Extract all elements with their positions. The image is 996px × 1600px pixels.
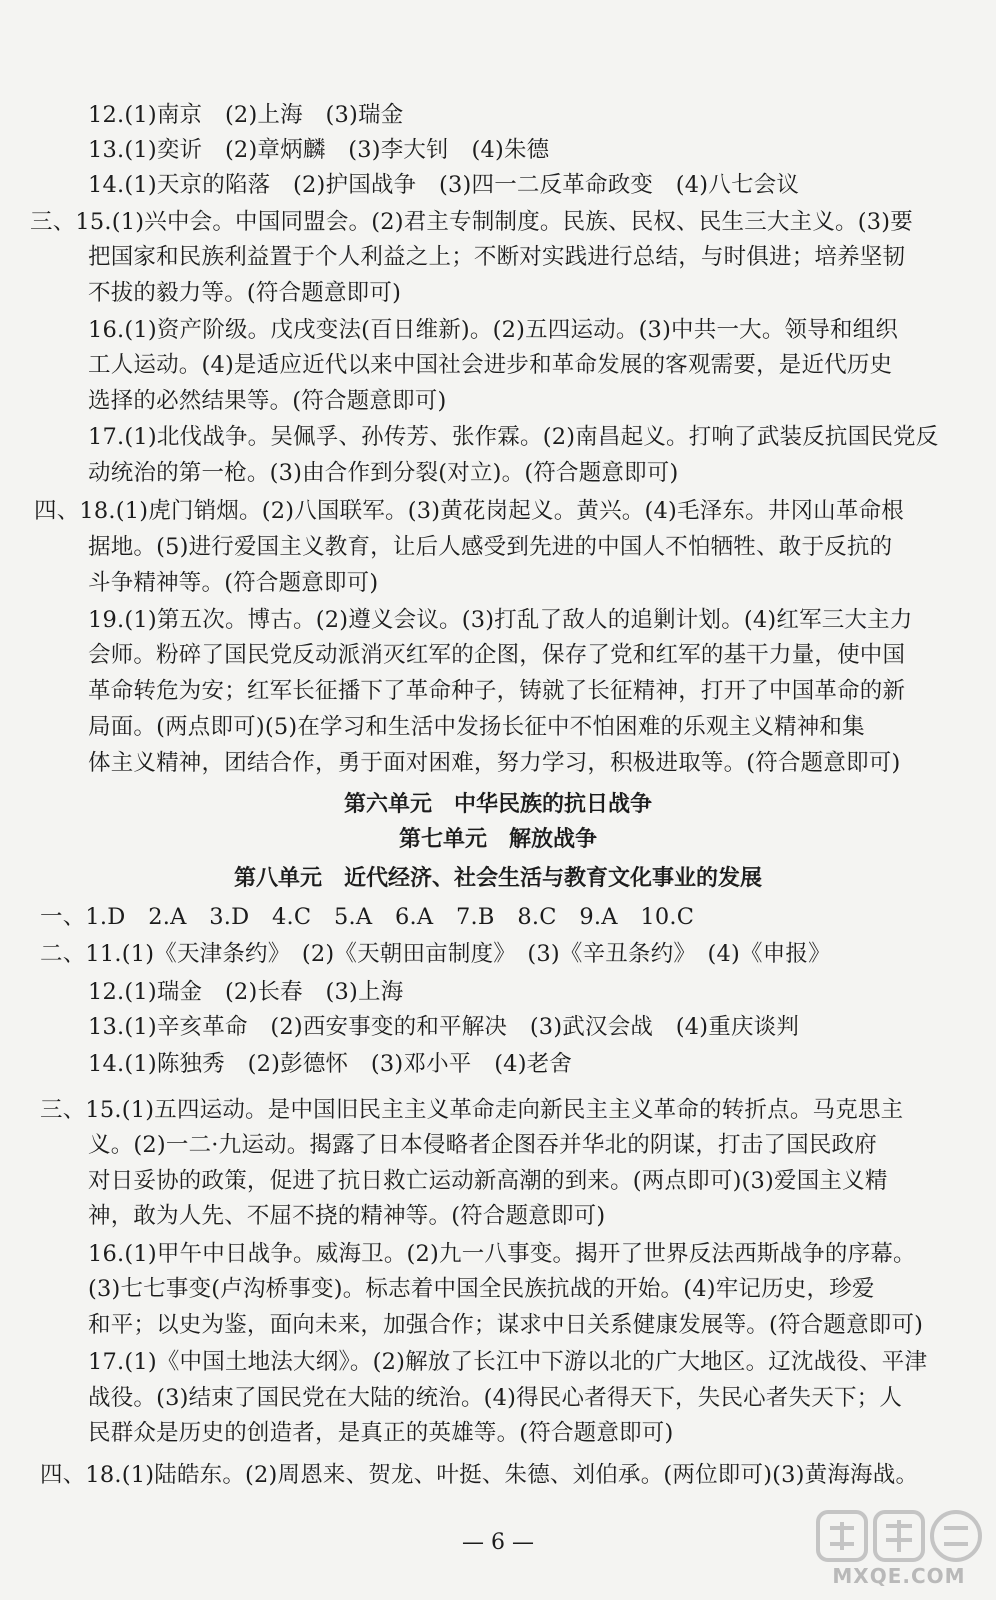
answer-line: 16.(1)资产阶级。戊戌变法(百日维新)。(2)五四运动。(3)中共一大。领导和组织	[88, 317, 899, 343]
answer-line: 动统治的第一枪。(3)由合作到分裂(对立)。(符合题意即可)	[88, 460, 679, 486]
answer-line: 16.(1)甲午中日战争。威海卫。(2)九一八事变。揭开了世界反法西斯战争的序幕。	[88, 1241, 916, 1267]
answer-line: 17.(1)北伐战争。吴佩孚、孙传芳、张作霖。(2)南昌起义。打响了武装反抗国民党反	[88, 424, 939, 450]
answer-line: 选择的必然结果等。(符合题意即可)	[88, 388, 447, 414]
answer-line: 13.(1)奕䜣 (2)章炳麟 (3)李大钊 (4)朱德	[88, 137, 550, 163]
answer-line: 19.(1)第五次。博古。(2)遵义会议。(3)打乱了敌人的追剿计划。(4)红军三大主力	[88, 607, 913, 633]
page-number: — 6 —	[462, 1530, 534, 1555]
answer-line: 12.(1)瑞金 (2)长春 (3)上海	[88, 979, 404, 1005]
answer-line: 不拔的毅力等。(符合题意即可)	[88, 280, 402, 306]
answer-line: 14.(1)天京的陷落 (2)护国战争 (3)四一二反革命政变 (4)八七会议	[88, 172, 800, 198]
answer-line: 斗争精神等。(符合题意即可)	[88, 570, 379, 596]
answer-line: 局面。(两点即可)(5)在学习和生活中发扬长征中不怕困难的乐观主义精神和集	[88, 714, 865, 740]
unit-heading: 第八单元 近代经济、社会生活与教育文化事业的发展	[233, 866, 762, 891]
answer-line: 和平；以史为鉴，面向未来，加强合作；谋求中日关系健康发展等。(符合题意即可)	[88, 1312, 924, 1338]
answer-line: 三、15.(1)兴中会。中国同盟会。(2)君主专制制度。民族、民权、民生三大主义。(3)要	[30, 209, 913, 235]
answer-line: 工人运动。(4)是适应近代以来中国社会进步和革命发展的客观需要，是近代历史	[88, 352, 893, 378]
answer-line: 二、11.(1)《天津条约》 (2)《天朝田亩制度》 (3)《辛丑条约》 (4)《申报》	[40, 941, 831, 967]
watermark-logo	[812, 1506, 986, 1592]
answer-line: 一、1.D 2.A 3.D 4.C 5.A 6.A 7.B 8.C 9.A 10.C	[40, 904, 695, 930]
answer-line: 14.(1)陈独秀 (2)彭德怀 (3)邓小平 (4)老舍	[88, 1051, 573, 1077]
watermark-logo-icon	[812, 1506, 986, 1566]
answer-line: 把国家和民族利益置于个人利益之上；不断对实践进行总结，与时俱进；培养坚韧	[88, 244, 906, 270]
unit-heading: 第七单元 解放战争	[398, 827, 597, 852]
answer-line: 体主义精神，团结合作，勇于面对困难，努力学习，积极进取等。(符合题意即可)	[88, 750, 901, 776]
answer-line: 四、18.(1)陆皓东。(2)周恩来、贺龙、叶挺、朱德、刘伯承。(两位即可)(3)黄海海战。	[40, 1462, 919, 1488]
answer-line: 神，敢为人先、不屈不挠的精神等。(符合题意即可)	[88, 1203, 606, 1229]
answer-line: 对日妥协的政策，促进了抗日救亡运动新高潮的到来。(两点即可)(3)爱国主义精	[88, 1168, 888, 1194]
answer-line: 三、15.(1)五四运动。是中国旧民主主义革命走向新民主主义革命的转折点。马克思主	[40, 1097, 904, 1123]
answer-line: 革命转危为安；红军长征播下了革命种子，铸就了长征精神，打开了中国革命的新	[88, 678, 906, 704]
answer-line: (3)七七事变(卢沟桥事变)。标志着中国全民族抗战的开始。(4)牢记历史，珍爱	[88, 1276, 875, 1302]
answer-line: 17.(1)《中国土地法大纲》。(2)解放了长江中下游以北的广大地区。辽沈战役、平津	[88, 1349, 928, 1375]
answer-line: 13.(1)辛亥革命 (2)西安事变的和平解决 (3)武汉会战 (4)重庆谈判	[88, 1014, 800, 1040]
answer-line: 义。(2)一二·九运动。揭露了日本侵略者企图吞并华北的阴谋，打击了国民政府	[88, 1132, 877, 1158]
unit-heading: 第六单元 中华民族的抗日战争	[343, 792, 652, 817]
answer-line: 民群众是历史的创造者，是真正的英雄等。(符合题意即可)	[88, 1420, 674, 1446]
answer-line: 战役。(3)结束了国民党在大陆的统治。(4)得民心者得天下，失民心者失天下；人	[88, 1385, 903, 1411]
watermark-url: MXQE.COM	[832, 1564, 966, 1588]
answer-line: 四、18.(1)虎门销烟。(2)八国联军。(3)黄花岗起义。黄兴。(4)毛泽东。井冈山革命根	[34, 498, 904, 524]
answer-line: 据地。(5)进行爱国主义教育，让后人感受到先进的中国人不怕牺牲、敢于反抗的	[88, 534, 893, 560]
answer-line: 12.(1)南京 (2)上海 (3)瑞金	[88, 102, 404, 128]
answer-line: 会师。粉碎了国民党反动派消灭红军的企图，保存了党和红军的基干力量，使中国	[88, 642, 906, 668]
